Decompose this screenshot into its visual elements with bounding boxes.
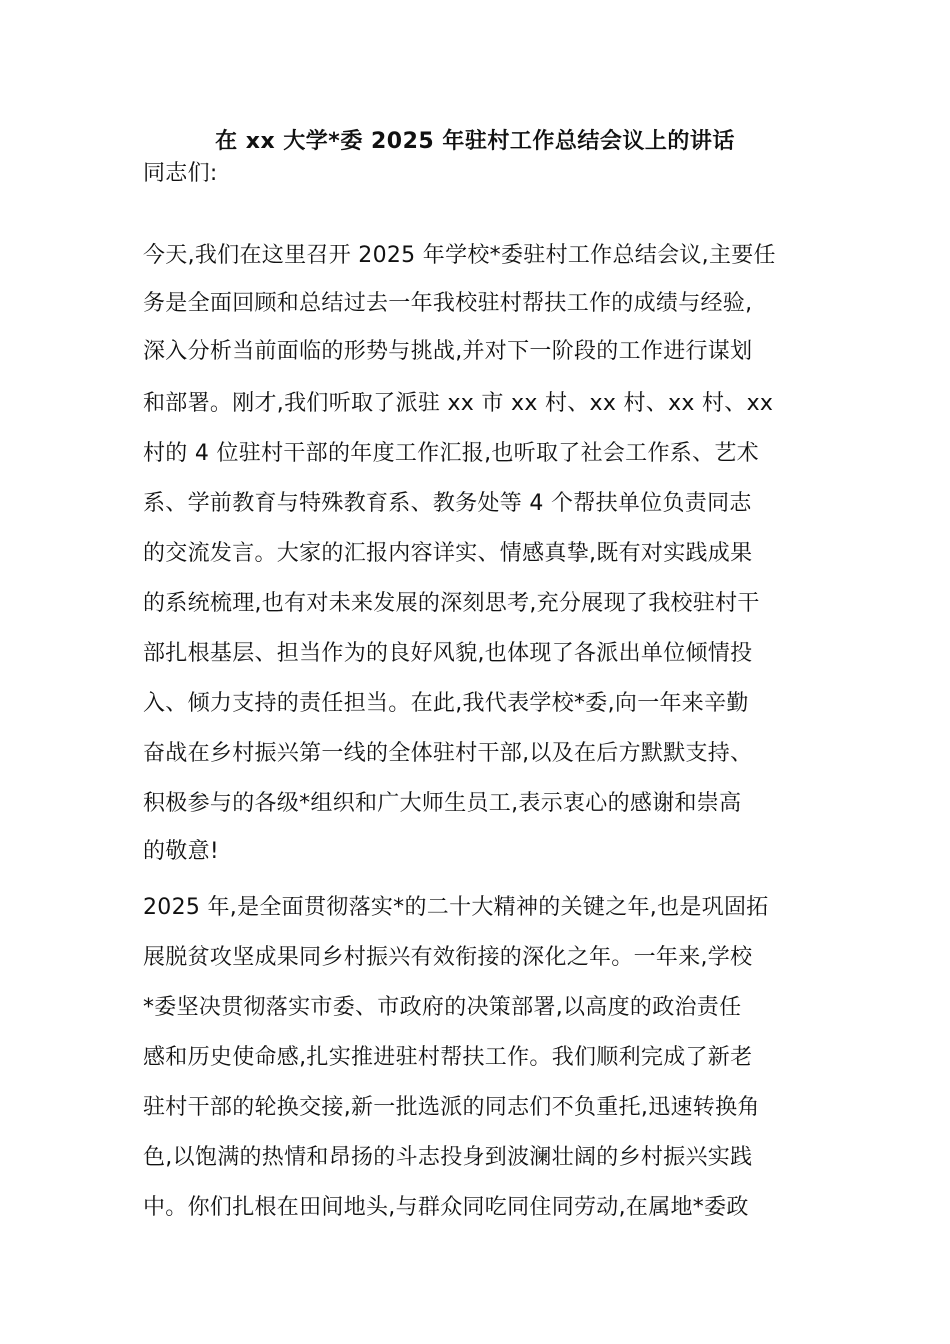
paragraph-line: 色,以饱满的热情和昂扬的斗志投身到波澜壮阔的乡村振兴实践 — [143, 1145, 753, 1170]
paragraph-line: 2025 年,是全面贯彻落实*的二十大精神的关键之年,也是巩固拓 — [143, 895, 769, 920]
paragraph-line: 部扎根基层、担当作为的良好风貌,也体现了各派出单位倾情投 — [143, 641, 753, 666]
salutation: 同志们: — [143, 161, 218, 186]
paragraph-line: 村的 4 位驻村干部的年度工作汇报,也听取了社会工作系、艺术 — [143, 441, 759, 466]
paragraph-line: 务是全面回顾和总结过去一年我校驻村帮扶工作的成绩与经验, — [143, 291, 753, 316]
document-title: 在 xx 大学*委 2025 年驻村工作总结会议上的讲话 — [215, 129, 735, 154]
paragraph-line: 的系统梳理,也有对未来发展的深刻思考,充分展现了我校驻村干 — [143, 591, 760, 616]
paragraph-line: 今天,我们在这里召开 2025 年学校*委驻村工作总结会议,主要任 — [143, 243, 776, 268]
paragraph-line: 的交流发言。大家的汇报内容详实、情感真挚,既有对实践成果 — [143, 541, 753, 566]
paragraph-line: *委坚决贯彻落实市委、市政府的决策部署,以高度的政治责任 — [143, 995, 742, 1020]
paragraph-line: 积极参与的各级*组织和广大师生员工,表示衷心的感谢和崇高 — [143, 791, 742, 816]
paragraph-line: 深入分析当前面临的形势与挑战,并对下一阶段的工作进行谋划 — [143, 339, 753, 364]
paragraph-line: 的敬意! — [143, 839, 220, 864]
paragraph-line: 感和历史使命感,扎实推进驻村帮扶工作。我们顺利完成了新老 — [143, 1045, 753, 1070]
paragraph-line: 中。你们扎根在田间地头,与群众同吃同住同劳动,在属地*委政 — [143, 1195, 749, 1220]
paragraph-line: 和部署。刚才,我们听取了派驻 xx 市 xx 村、xx 村、xx 村、xx — [143, 391, 774, 416]
paragraph-line: 系、学前教育与特殊教育系、教务处等 4 个帮扶单位负责同志 — [143, 491, 752, 516]
paragraph-line: 驻村干部的轮换交接,新一批选派的同志们不负重托,迅速转换角 — [143, 1095, 760, 1120]
paragraph-line: 奋战在乡村振兴第一线的全体驻村干部,以及在后方默默支持、 — [143, 741, 753, 766]
paragraph-line: 入、倾力支持的责任担当。在此,我代表学校*委,向一年来辛勤 — [143, 691, 749, 716]
paragraph-line: 展脱贫攻坚成果同乡村振兴有效衔接的深化之年。一年来,学校 — [143, 945, 753, 970]
